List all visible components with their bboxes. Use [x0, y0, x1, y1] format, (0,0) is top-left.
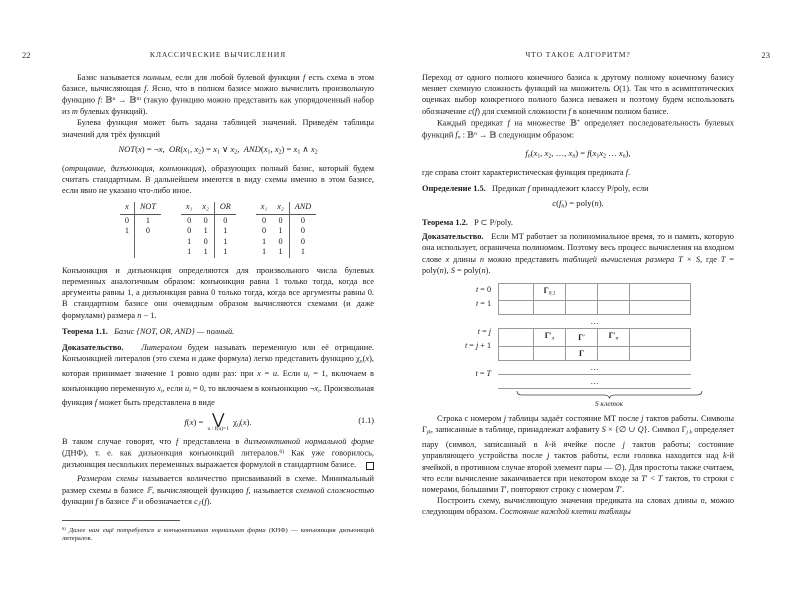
- cell: 1: [124, 226, 129, 236]
- truth-table-and: [256, 202, 316, 258]
- cell-ellipsis-mid: …: [499, 361, 691, 375]
- display-basic-functions: NOT(x) = ¬x, $OR(x_1$, $x_2) = x_1$ ∨ $x_2$, $AND(x_1$, $x_2) = x_1$ ∧ $x_2$: [118, 143, 318, 156]
- running-head-right: [422, 50, 770, 72]
- computation-table-grid: [498, 283, 691, 389]
- theorem-1-1: [62, 326, 374, 337]
- cell: [499, 301, 534, 315]
- cell: 0: [289, 214, 316, 226]
- paragraph-circuit-size: Размером схемы называется количество присваиваний в схеме. Минимальный размер схемы в базисе 𝔽, вычисляющей функцию f, называется схемной сложностью функции f в базисе 𝔽 и обозначается $c_𝔽(f)$.: [62, 474, 375, 508]
- truth-tables: [62, 202, 374, 258]
- footnote-marker: 6): [62, 525, 66, 531]
- cell: 1: [261, 236, 267, 246]
- table-row: [256, 226, 316, 237]
- footnote-reference[interactable]: 6): [279, 449, 285, 456]
- page-right: [396, 0, 792, 612]
- cell-ellipsis-bottom: …: [499, 375, 691, 389]
- cell: 0: [261, 215, 267, 225]
- paragraph-conj-disj-general: Конъюнкция и дизъюнкция определяются для произвольного числа булевых переменных аналогичным образом: конъюнкция равна 1 только тогда, когда все аргументы равны 1, а дизъюнкция равна 0 только тогда, когда все аргументы равны 0. В стандартном базисе они очевидным образом вычисляются схемами (и даже формулами) размера n − 1.: [62, 265, 374, 320]
- definition-1-5: Определение 1.5. Предикат f принадлежит классу P/poly, если: [422, 183, 649, 193]
- cell: 0: [289, 237, 316, 248]
- cell-ellipsis-top: …: [499, 315, 691, 329]
- paragraph-truth-table-intro: Булева функция может быть задана таблицей значений. Приведём таблицы значений для трёх функций: [62, 118, 374, 139]
- running-head-title-left: КЛАССИЧЕСКИЕ ВЫЧИСЛЕНИЯ: [149, 50, 287, 59]
- truth-table-not: [120, 202, 161, 258]
- theorem-1-1-statement: Базис {NOT, OR, AND} — полный.: [114, 326, 235, 336]
- tt-and-h0: x₁: [260, 202, 268, 212]
- cell: [566, 283, 598, 301]
- cell: 0: [187, 226, 192, 236]
- cell: 0: [278, 215, 283, 225]
- cell: 0: [289, 226, 316, 237]
- equation-1-1-limit: u : f(u)=1: [207, 425, 229, 432]
- tt-and-h2: AND: [289, 202, 316, 214]
- table-row: [181, 226, 236, 237]
- running-head-left: [22, 50, 374, 72]
- folio-right: 23: [761, 50, 770, 60]
- paragraph-dnf: В таком случае говорят, что f представлена в дизъюнктивной нормальной форме (ДНФ), т. е. как дизъюнкция конъюнкций литералов.$^{6)}$ Как уже говорилось, дизъюнкция нескольких переменных выражается формулой в стандартном базисе.: [62, 437, 375, 470]
- paragraph-basis-complete: Базис называется полным, если для любой булевой функции f есть схема в этом базисе, вычисляющая f. Ясно, что в полном базисе можно вычислить произвольную функцию f: 𝔹$^n$ → 𝔹$^m$ (такую функцию можно представить как упорядоченный набор из m булевых функций).: [62, 73, 374, 117]
- cell: 1: [134, 214, 160, 226]
- cell: [534, 301, 566, 315]
- tt-or-h0: x₁: [185, 202, 193, 212]
- table-row: [499, 329, 691, 347]
- cell: 1: [278, 247, 283, 257]
- cell: 1: [261, 247, 267, 257]
- display-p-poly-condition: $c(f_n)$ = poly(n).: [552, 198, 604, 210]
- running-head-title-right: ЧТО ТАКОЕ АЛГОРИТМ?: [525, 50, 631, 59]
- paragraph-predicate-sequence: Каждый предикат f на множестве 𝔹* определяет последовательность булевых функций $f_n$ : 𝔹$^n$ → 𝔹 следующим образом:: [422, 118, 734, 141]
- cell: 0: [203, 215, 208, 225]
- cell: 1: [187, 236, 192, 246]
- computation-table-figure: [422, 283, 734, 409]
- tt-and-h1: x₂: [277, 202, 284, 212]
- table-row-ellipsis: [499, 315, 691, 329]
- tt-or-h2: OR: [214, 202, 235, 214]
- cell: 1: [203, 226, 208, 236]
- proof-1-2: Доказательство. Если МТ работает за полиномиальное время, то и память, которую она использует, ограничена полиномом. Поэтому весь процесс вычисления на входном слове x длины n можно представить таблицей вычисления размера T × S, где T = poly(n), S = poly(n).: [422, 232, 734, 275]
- cell: 0: [134, 226, 160, 237]
- table-row: [256, 214, 316, 226]
- cell: [499, 283, 534, 301]
- cell: [499, 347, 534, 361]
- definition-1-5-head: Определение 1.5.: [422, 183, 486, 193]
- table-row-ellipsis: [499, 361, 691, 375]
- row-label-tj1: t = j + 1: [464, 340, 492, 350]
- table-row: [181, 237, 236, 248]
- row-label-gap2: [465, 353, 491, 367]
- qed-box: [366, 462, 374, 470]
- table-row: [499, 283, 691, 301]
- cell: [566, 301, 598, 315]
- paragraph-circuit-construction: Построить схему, вычисляющую значения предиката на словах длины n, можно следующим образом. Состояние каждой клетки таблицы: [422, 496, 734, 517]
- row-label-gap1: [465, 311, 491, 325]
- table-row: [256, 237, 316, 248]
- row-label-t1: t = 1: [475, 298, 492, 308]
- theorem-1-2-head: Теорема 1.2.: [422, 217, 468, 227]
- paragraph-row-semantics: Строка с номером j таблицы задаёт состояние МТ после j тактов работы. Символы $\Gamma_{jk}$, записанные в таблице, принадлежат алфавиту S × {∅ ∪ Q}. Символ $\Gamma_{j k}$ определяет пару (символ, записанный в k-й ячейке после j тактов работы; состояние управляющего устройства после j тактов работы, если головка находится над k-й ячейкой, в противном случае второй элемент пары — ∅). Для простоты также считаем, что если вычисление заканчивается при некотором входе за T′ < T тактов, то строки с номерами, бо́льшими T′, повторяют строку с номером T′.: [422, 414, 735, 494]
- right-page-body: [422, 72, 734, 518]
- figure-row-labels: [465, 283, 498, 389]
- table-row-ellipsis: [499, 375, 691, 389]
- left-page-body: [62, 72, 374, 543]
- table-row: [499, 301, 691, 315]
- paragraph-basis-change: Переход от одного полного конечного базиса к другому полному конечному базису меняет схемную сложность функций на множитель O(1). Так что в асимптотических оценках выбор конкретного полного базиса неважен и поэтому будем использовать обозначение c(f) для схемной сложности f в конечном полном базисе.: [422, 73, 735, 116]
- figure-brace-label: S клеток: [594, 399, 624, 408]
- cell-gamma-right: $\Gamma'_п$: [598, 329, 630, 347]
- cell: [598, 283, 630, 301]
- cell: 1: [278, 226, 283, 236]
- table-row: [181, 214, 236, 226]
- table-row: [181, 247, 236, 258]
- display-f-n-definition: $f_n(x_1$, $x_2$, …, $x_n) = f(x_1x_2$ … $x_n$),: [525, 147, 631, 160]
- tt-not-h0: x: [125, 202, 129, 212]
- cell: 1: [214, 247, 235, 258]
- cell: 1: [203, 247, 208, 257]
- cell: [630, 283, 691, 301]
- cell-gamma-mid: Γ′: [566, 329, 598, 347]
- equation-1-1-number: (1.1): [358, 415, 374, 425]
- table-row: [256, 247, 316, 258]
- table-row: [499, 347, 691, 361]
- proof-head: Доказательство.: [62, 342, 124, 352]
- equation-1-1: f(x) = ⋁ u : f(u)=1 $\chi_u(x)$. (1.1): [184, 411, 374, 432]
- proof-1-1: Доказательство. Литералом будем называть переменную или её отрицание. Конъюнкцией литералов (это схема и даже формула) легко представить функцию $\chi_u(x)$, которая принимает значение 1 ровно один раз: при x = u. Если $u_i = 1$, включаем в конъюнкцию переменную $x_i$, если $u_i = 0$, то включаем в конъюнкцию $\neg x_i$. Произвольная функция f может быть представлена в виде: [62, 342, 375, 408]
- tt-not-h1: NOT: [134, 202, 160, 214]
- row-label-t0: t = 0: [475, 284, 492, 294]
- figure-brace-area: [422, 390, 734, 409]
- cell: 0: [278, 236, 283, 246]
- table-row: [120, 226, 161, 237]
- paragraph-standard-basis: (отрицание, дизъюнкция, конъюнкция), образующих полный базис, который будем считать стандартным. В дальнейшем имеются в виду схемы именно в этом базисе, если явно не указано что-либо иное.: [62, 163, 375, 195]
- cell-gamma-left: $\Gamma'_л$: [534, 329, 566, 347]
- footnote-rule: [62, 520, 180, 521]
- cell: 0: [203, 236, 208, 246]
- proof-head-right: Доказательство.: [422, 232, 484, 242]
- cell: 1: [187, 247, 192, 257]
- cell: 0: [124, 215, 129, 225]
- big-disjunction-operator: ⋁ u : f(u)=1: [207, 411, 229, 432]
- cell: 0: [261, 226, 267, 236]
- theorem-1-1-head: Теорема 1.1.: [62, 326, 108, 336]
- footnote-6: $^{6)}$ Далее нам ещё потребуется и конъюнктивная нормальная форма (КНФ) — конъюнкция дизъюнкций литералов.: [62, 525, 375, 543]
- cell: 1: [214, 226, 235, 237]
- cell: [534, 347, 566, 361]
- cell-gamma-0-1: $\Gamma_{0,1}$: [534, 283, 566, 301]
- row-label-tT: t = T: [475, 368, 492, 378]
- tt-or-h1: x₂: [202, 202, 209, 212]
- cell: [598, 347, 630, 361]
- cell: 1: [289, 247, 316, 258]
- cell-gamma: Γ: [566, 347, 598, 361]
- paragraph-characteristic-function: где справа стоит характеристическая функция предиката f.: [422, 167, 631, 177]
- row-label-tj: t = j: [477, 326, 492, 336]
- cell: 1: [214, 237, 235, 248]
- cell: [630, 301, 691, 315]
- theorem-1-2-statement: P ⊂ P/poly.: [474, 217, 513, 227]
- cell: 0: [214, 214, 235, 226]
- cell: [630, 347, 691, 361]
- cell: [499, 329, 534, 347]
- table-row: [120, 214, 161, 226]
- folio-left: 22: [22, 50, 31, 60]
- truth-table-or: [181, 202, 236, 258]
- theorem-1-2: [422, 217, 734, 228]
- cell: [598, 301, 630, 315]
- cell: 0: [187, 215, 192, 225]
- cell: [630, 329, 691, 347]
